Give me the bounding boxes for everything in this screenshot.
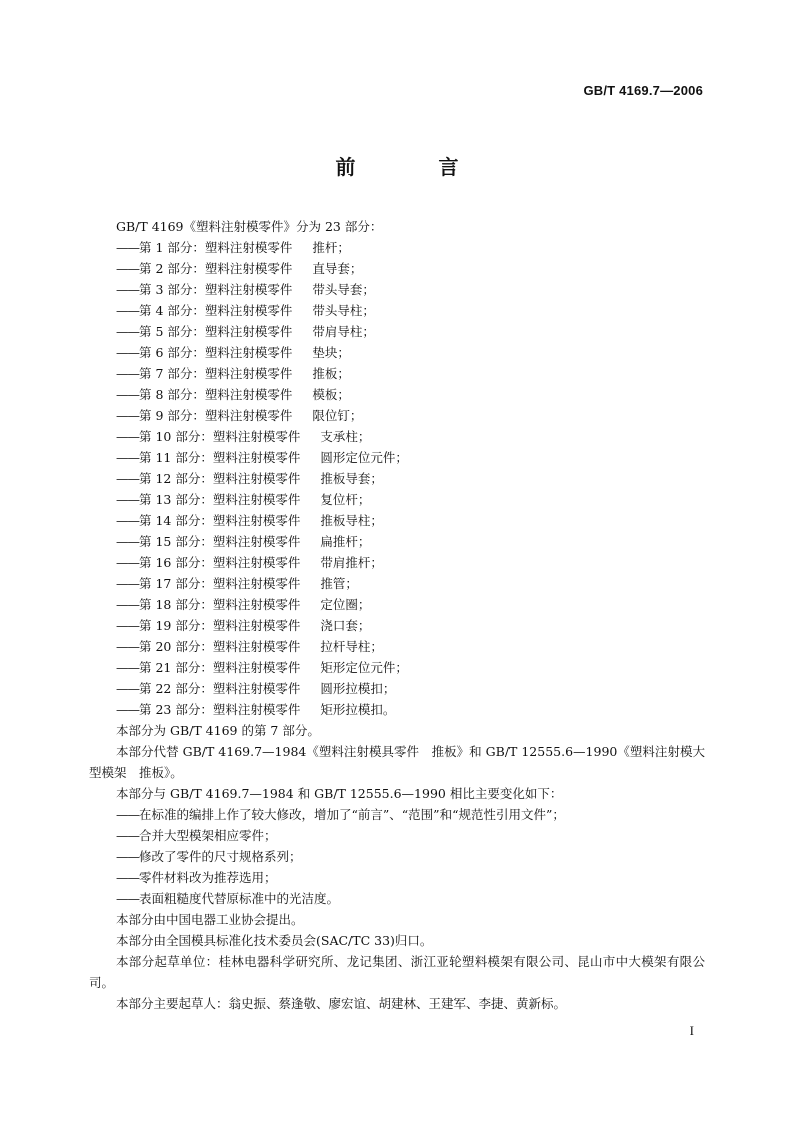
change-text: 在标准的编排上作了较大修改，增加了“前言”、“范围”和“规范性引用文件”； <box>139 807 565 822</box>
this-part-paragraph: 本部分为 GB/T 4169 的第 7 部分。 <box>116 723 320 738</box>
part-prefix: 第 15 部分：塑料注射模零件 <box>139 534 301 549</box>
change-text: 零件材料改为推荐选用； <box>139 870 277 885</box>
intro-paragraph: GB/T 4169《塑料注射模零件》分为 23 部分： <box>116 219 383 234</box>
part-list-item <box>89 699 705 720</box>
dash-marker: —— <box>116 828 139 843</box>
dash-marker: —— <box>116 576 139 591</box>
dash-marker: —— <box>116 261 139 276</box>
part-list-item <box>89 258 705 279</box>
part-prefix: 第 3 部分：塑料注射模零件 <box>139 282 293 297</box>
part-list-item <box>89 342 705 363</box>
part-name: 圆形拉模扣； <box>320 681 396 696</box>
part-prefix: 第 9 部分：塑料注射模零件 <box>139 408 293 423</box>
dash-marker: —— <box>116 282 139 297</box>
dash-marker: —— <box>116 702 139 717</box>
part-prefix: 第 16 部分：塑料注射模零件 <box>139 555 301 570</box>
dash-marker: —— <box>116 597 139 612</box>
part-prefix: 第 6 部分：塑料注射模零件 <box>139 345 293 360</box>
change-list-item <box>89 867 705 888</box>
part-list-item <box>89 237 705 258</box>
change-list-item <box>89 825 705 846</box>
part-name: 支承柱； <box>320 429 371 444</box>
part-list-item <box>89 426 705 447</box>
part-name: 推板导套； <box>320 471 383 486</box>
part-list-item <box>89 489 705 510</box>
part-name: 定位圈； <box>320 597 371 612</box>
dash-marker: —— <box>116 618 139 633</box>
foreword-body <box>89 216 705 1014</box>
dash-marker: —— <box>116 660 139 675</box>
page-number: I <box>689 1023 694 1038</box>
page-title: 前 言 <box>335 155 497 179</box>
dash-marker: —— <box>116 429 139 444</box>
part-prefix: 第 8 部分：塑料注射模零件 <box>139 387 293 402</box>
part-list-item <box>89 447 705 468</box>
dash-marker: —— <box>116 681 139 696</box>
part-list-item <box>89 300 705 321</box>
part-list-item <box>89 510 705 531</box>
part-prefix: 第 20 部分：塑料注射模零件 <box>139 639 301 654</box>
part-prefix: 第 10 部分：塑料注射模零件 <box>139 429 301 444</box>
part-name: 圆形定位元件； <box>320 450 408 465</box>
part-list-item <box>89 405 705 426</box>
part-name: 推板导柱； <box>320 513 383 528</box>
part-name: 浇口套； <box>320 618 371 633</box>
change-text: 合并大型模架相应零件； <box>139 828 277 843</box>
part-prefix: 第 14 部分：塑料注射模零件 <box>139 513 301 528</box>
dash-marker: —— <box>116 639 139 654</box>
dash-marker: —— <box>116 513 139 528</box>
standard-code: GB/T 4169.7—2006 <box>583 83 703 98</box>
part-name: 带肩推杆； <box>320 555 383 570</box>
dash-marker: —— <box>116 408 139 423</box>
part-name: 推管； <box>320 576 358 591</box>
part-name: 带头导套； <box>312 282 375 297</box>
centralized-paragraph: 本部分由全国模具标准化技术委员会(SAC/TC 33)归口。 <box>116 933 433 948</box>
part-name: 推板； <box>312 366 350 381</box>
change-list-item <box>89 846 705 867</box>
changes-intro-paragraph: 本部分与 GB/T 4169.7—1984 和 GB/T 12555.6—1990 相比主要变化如下： <box>116 786 563 801</box>
part-prefix: 第 22 部分：塑料注射模零件 <box>139 681 301 696</box>
part-name: 扁推杆； <box>320 534 371 549</box>
drafting-units-paragraph: 本部分起草单位：桂林电器科学研究所、龙记集团、浙江亚轮塑料模架有限公司、昆山市中大模架有限公司。 <box>89 954 705 990</box>
part-list-item <box>89 657 705 678</box>
part-prefix: 第 19 部分：塑料注射模零件 <box>139 618 301 633</box>
part-list-item <box>89 279 705 300</box>
part-name: 拉杆导柱； <box>320 639 383 654</box>
dash-marker: —— <box>116 240 139 255</box>
part-list-item <box>89 594 705 615</box>
part-list-item <box>89 468 705 489</box>
part-list-item <box>89 678 705 699</box>
part-name: 垫块； <box>312 345 350 360</box>
part-prefix: 第 7 部分：塑料注射模零件 <box>139 366 293 381</box>
part-prefix: 第 21 部分：塑料注射模零件 <box>139 660 301 675</box>
change-text: 表面粗糙度代替原标准中的光洁度。 <box>139 891 340 906</box>
dash-marker: —— <box>116 891 139 906</box>
part-name: 带肩导柱； <box>312 324 375 339</box>
dash-marker: —— <box>116 492 139 507</box>
replaces-paragraph: 本部分代替 GB/T 4169.7—1984《塑料注射模具零件 推板》和 GB/T 12555.6—1990《塑料注射模大型模架 推板》。 <box>89 744 705 780</box>
dash-marker: —— <box>116 345 139 360</box>
part-list-item <box>89 615 705 636</box>
part-prefix: 第 17 部分：塑料注射模零件 <box>139 576 301 591</box>
change-list-item <box>89 888 705 909</box>
dash-marker: —— <box>116 471 139 486</box>
part-name: 带头导柱； <box>312 303 375 318</box>
part-prefix: 第 18 部分：塑料注射模零件 <box>139 597 301 612</box>
change-text: 修改了零件的尺寸规格系列； <box>139 849 302 864</box>
part-name: 直导套； <box>312 261 363 276</box>
change-list-item <box>89 804 705 825</box>
part-name: 模板； <box>312 387 350 402</box>
dash-marker: —— <box>116 324 139 339</box>
part-list-item <box>89 384 705 405</box>
part-prefix: 第 11 部分：塑料注射模零件 <box>139 450 301 465</box>
part-list-item <box>89 552 705 573</box>
dash-marker: —— <box>116 303 139 318</box>
part-name: 矩形定位元件； <box>320 660 408 675</box>
drafters-paragraph: 本部分主要起草人：翁史振、蔡逢敬、廖宏谊、胡建林、王建军、李捷、黄新标。 <box>116 996 567 1011</box>
parts-list <box>89 237 705 720</box>
changes-list <box>89 804 705 909</box>
part-list-item <box>89 636 705 657</box>
part-name: 推杆； <box>312 240 350 255</box>
part-prefix: 第 23 部分：塑料注射模零件 <box>139 702 301 717</box>
dash-marker: —— <box>116 870 139 885</box>
dash-marker: —— <box>116 387 139 402</box>
dash-marker: —— <box>116 849 139 864</box>
part-prefix: 第 4 部分：塑料注射模零件 <box>139 303 293 318</box>
part-prefix: 第 1 部分：塑料注射模零件 <box>139 240 293 255</box>
part-list-item <box>89 531 705 552</box>
part-prefix: 第 5 部分：塑料注射模零件 <box>139 324 293 339</box>
dash-marker: —— <box>116 366 139 381</box>
part-prefix: 第 12 部分：塑料注射模零件 <box>139 471 301 486</box>
part-name: 复位杆； <box>320 492 371 507</box>
dash-marker: —— <box>116 555 139 570</box>
part-list-item <box>89 363 705 384</box>
proposed-paragraph: 本部分由中国电器工业协会提出。 <box>116 912 304 927</box>
part-list-item <box>89 321 705 342</box>
part-prefix: 第 13 部分：塑料注射模零件 <box>139 492 301 507</box>
part-prefix: 第 2 部分：塑料注射模零件 <box>139 261 293 276</box>
dash-marker: —— <box>116 807 139 822</box>
part-list-item <box>89 573 705 594</box>
dash-marker: —— <box>116 450 139 465</box>
part-name: 限位钉； <box>312 408 363 423</box>
part-name: 矩形拉模扣。 <box>320 702 396 717</box>
dash-marker: —— <box>116 534 139 549</box>
